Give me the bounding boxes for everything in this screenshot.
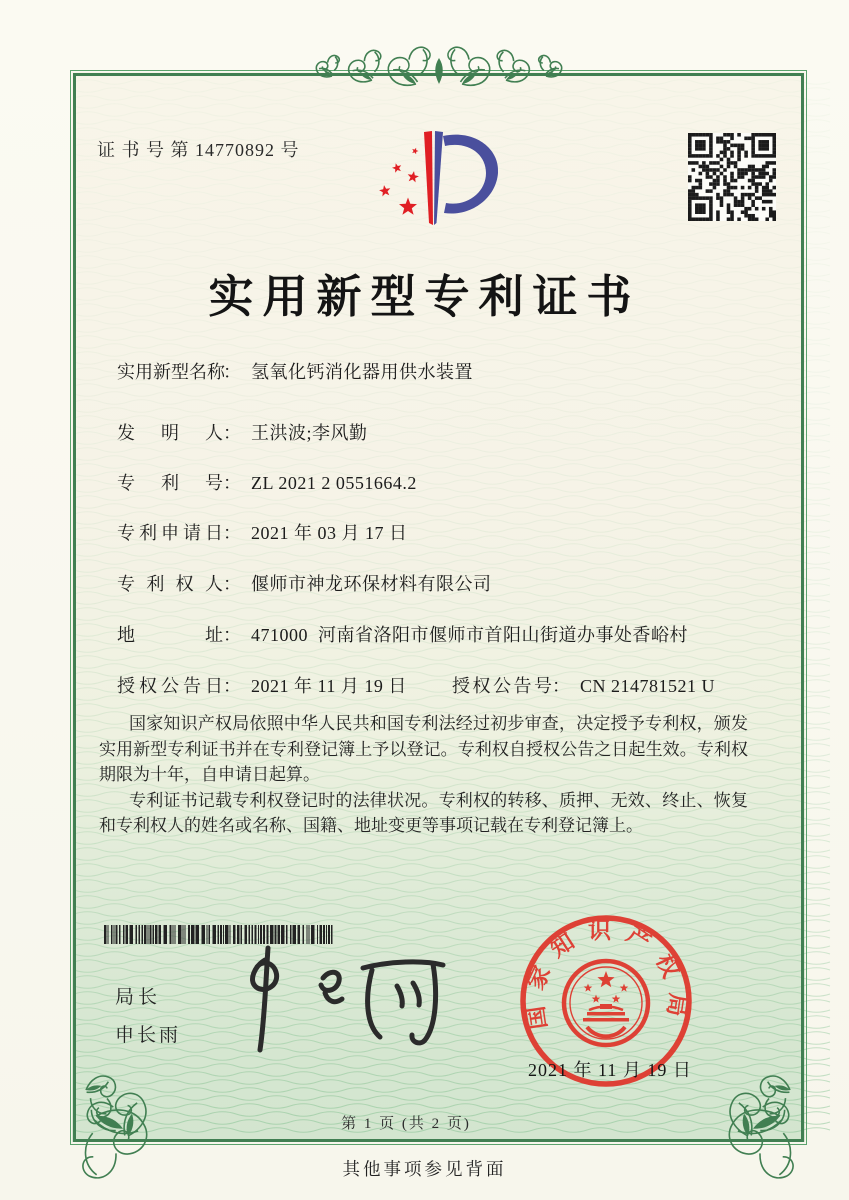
field-colon: ：	[223, 676, 241, 696]
field-value: CN 214781521 U	[580, 676, 716, 696]
field-value: ZL 2021 2 0551664.2	[251, 473, 417, 493]
field-colon: ：	[223, 625, 241, 645]
cnipa-logo-icon	[350, 121, 520, 236]
field-group-grant-number	[452, 672, 715, 698]
field-label: 专利申请日	[117, 523, 223, 543]
director-title: 局长	[115, 987, 162, 1008]
field-label: 实用新型名称	[117, 362, 225, 382]
field-label: 授权公告日	[117, 676, 223, 696]
field-value: 偃师市神龙环保材料有限公司	[251, 574, 492, 594]
field-value: 2021 年 11 月 19 日	[251, 676, 407, 696]
field-row-utility-model-name	[117, 358, 473, 384]
field-value: 王洪波;李风勤	[251, 423, 368, 443]
field-value: 氢氧化钙消化器用供水装置	[251, 362, 473, 382]
body-paragraph-1: 国家知识产权局依照中华人民共和国专利法经过初步审查，决定授予专利权，颁发实用新型专利证书并在专利登记簿上予以登记。专利权自授权公告之日起生效。专利权期限为十年，自申请日起算。	[99, 714, 748, 784]
back-note: 其他事项参见背面	[342, 1159, 507, 1179]
field-row-inventors	[117, 419, 368, 445]
certificate-title: 实用新型专利证书	[208, 272, 641, 322]
body-paragraph-2: 专利证书记载专利权登记时的法律状况。专利权的转移、质押、无效、终止、恢复和专利权人的姓名或名称、国籍、地址变更等事项记载在专利登记簿上。	[99, 790, 748, 835]
signature-handwriting	[235, 938, 470, 1063]
field-colon: ：	[223, 523, 241, 543]
field-value: 471000 河南省洛阳市偃师市首阳山街道办事处香峪村	[251, 625, 688, 645]
field-colon: ：	[223, 473, 241, 493]
page-indicator: 第 1 页 (共 2 页)	[341, 1116, 471, 1132]
field-colon: ：	[223, 362, 241, 382]
field-row-filing-date	[117, 519, 408, 545]
national-emblem	[564, 961, 648, 1045]
certificate-number: 证 书 号 第 14770892 号	[97, 140, 300, 160]
legal-text	[99, 711, 748, 839]
field-label: 地址	[117, 625, 223, 645]
field-row-grant-date	[117, 672, 716, 698]
field-label: 专利权人	[117, 574, 223, 594]
seal-text: 国家知识产权局	[521, 918, 691, 1031]
seal-date: 2021 年 11 月 19 日	[528, 1060, 692, 1080]
field-label: 发明人	[117, 423, 223, 443]
field-value: 2021 年 03 月 17 日	[251, 523, 408, 543]
field-label: 专利号	[117, 473, 223, 493]
field-colon: ：	[223, 574, 241, 594]
field-label: 授权公告号	[452, 676, 552, 696]
field-row-patent-number	[117, 469, 417, 495]
field-row-address	[117, 621, 688, 647]
field-colon: ：	[223, 423, 241, 443]
field-colon: ：	[552, 676, 570, 696]
qr-code	[688, 133, 776, 221]
director-name: 申长雨	[115, 1025, 182, 1046]
field-row-patentee	[117, 570, 492, 596]
